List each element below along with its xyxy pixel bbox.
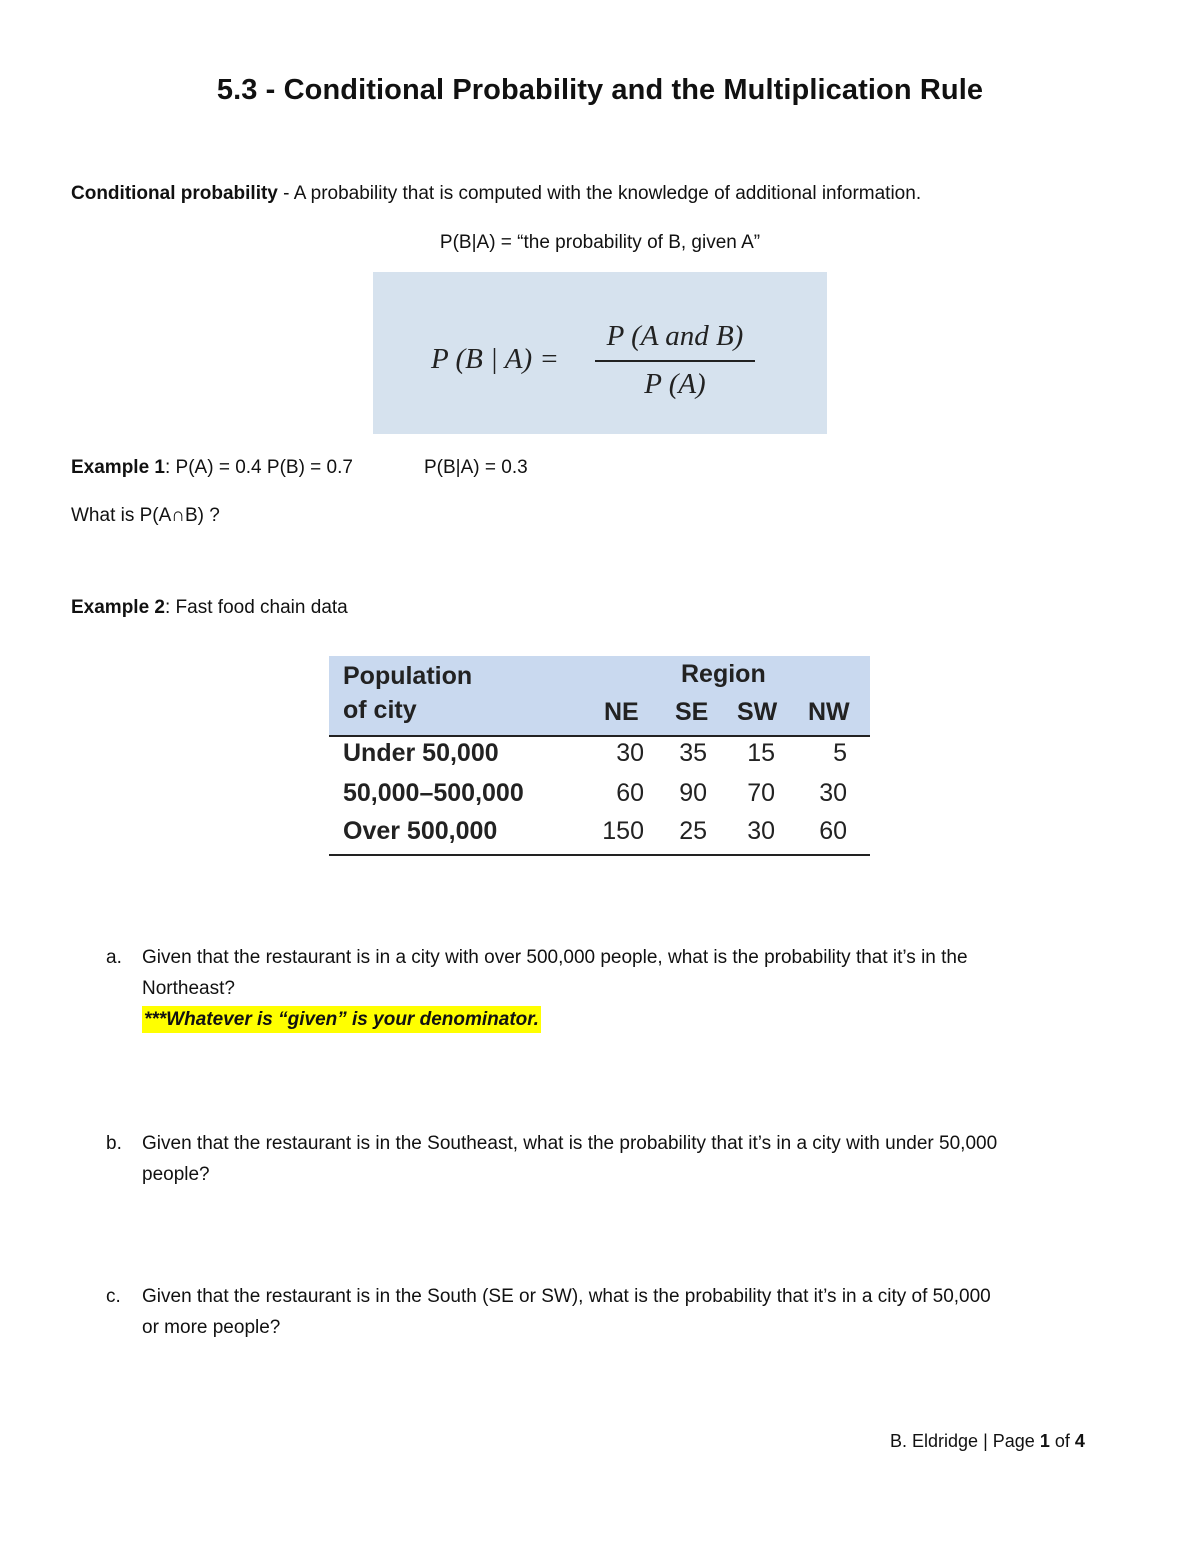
example-1-given: P(B|A) = 0.3 (424, 457, 528, 478)
column-header-sw: SW (737, 698, 778, 726)
row-header-line-2: of city (343, 696, 417, 724)
definition-text: - A probability that is computed with the knowledge of additional information. (277, 183, 922, 204)
column-header-ne: NE (604, 698, 639, 726)
highlight-note: ***Whatever is “given” is your denominator. (142, 1006, 541, 1033)
footer-author: B. Eldridge (890, 1431, 979, 1451)
table-header-rule (329, 735, 870, 737)
notation-line: P(B|A) = “the probability of B, given A” (439, 232, 761, 253)
example-1-values: : P(A) = 0.4 P(B) = 0.7 (165, 457, 353, 478)
table-cell: 60 (819, 817, 847, 845)
data-table (329, 656, 870, 856)
example-2 (71, 596, 348, 620)
question-marker: c. (106, 1286, 121, 1307)
question-text-line: Given that the restaurant is in the South (SE or SW), what is the probability that it’s in a city of 50,000 (142, 1286, 991, 1307)
footer-of-word: of (1054, 1431, 1070, 1451)
formula-denominator: P (A) (644, 368, 706, 400)
definition (71, 182, 921, 206)
table-cell: 60 (616, 779, 644, 807)
region-header: Region (681, 660, 766, 688)
question-text-line: people? (142, 1164, 210, 1185)
page-footer (890, 1431, 1085, 1452)
question-marker: a. (106, 947, 122, 968)
example-2-label: Example 2 (71, 597, 165, 618)
definition-term: Conditional probability (71, 183, 278, 204)
formula-box (373, 272, 827, 434)
table-cell: 30 (616, 739, 644, 767)
row-label: Under 50,000 (343, 739, 499, 767)
table-cell: 150 (602, 817, 644, 845)
footer-separator: | (983, 1431, 993, 1451)
table-cell: 30 (747, 817, 775, 845)
table-cell: 25 (679, 817, 707, 845)
row-label: Over 500,000 (343, 817, 498, 845)
formula-fraction-bar (595, 360, 755, 362)
example-1-question: What is P(A∩B) ? (71, 505, 220, 526)
row-label: 50,000–500,000 (343, 779, 524, 807)
formula-lhs: P (B | A) = (431, 343, 559, 375)
footer-page-word: Page (992, 1431, 1035, 1451)
question-text-line: Given that the restaurant is in the Southeast, what is the probability that it’s in a city with under 50,000 (142, 1133, 998, 1154)
formula-numerator: P (A and B) (606, 320, 744, 352)
question-text-line: or more people? (142, 1317, 281, 1338)
table-cell: 70 (747, 779, 775, 807)
page-title: 5.3 - Conditional Probability and the Multiplication Rule (216, 74, 984, 106)
question-text-line: Northeast? (142, 978, 235, 999)
column-header-nw: NW (808, 698, 850, 726)
table-cell: 15 (747, 739, 775, 767)
question-text-line: Given that the restaurant is in a city with over 500,000 people, what is the probability that it’s in the (142, 947, 968, 968)
table-cell: 90 (679, 779, 707, 807)
table-cell: 30 (819, 779, 847, 807)
row-header-line-1: Population (343, 662, 473, 690)
table-bottom-rule (329, 854, 870, 856)
example-2-text: : Fast food chain data (165, 597, 348, 618)
question-marker: b. (106, 1133, 122, 1154)
column-header-se: SE (675, 698, 709, 726)
table-cell: 35 (679, 739, 707, 767)
footer-page-current: 1 (1039, 1431, 1050, 1451)
example-1-label: Example 1 (71, 457, 165, 478)
footer-page-total: 4 (1074, 1431, 1085, 1451)
table-cell: 5 (833, 739, 847, 767)
example-1 (71, 456, 353, 480)
